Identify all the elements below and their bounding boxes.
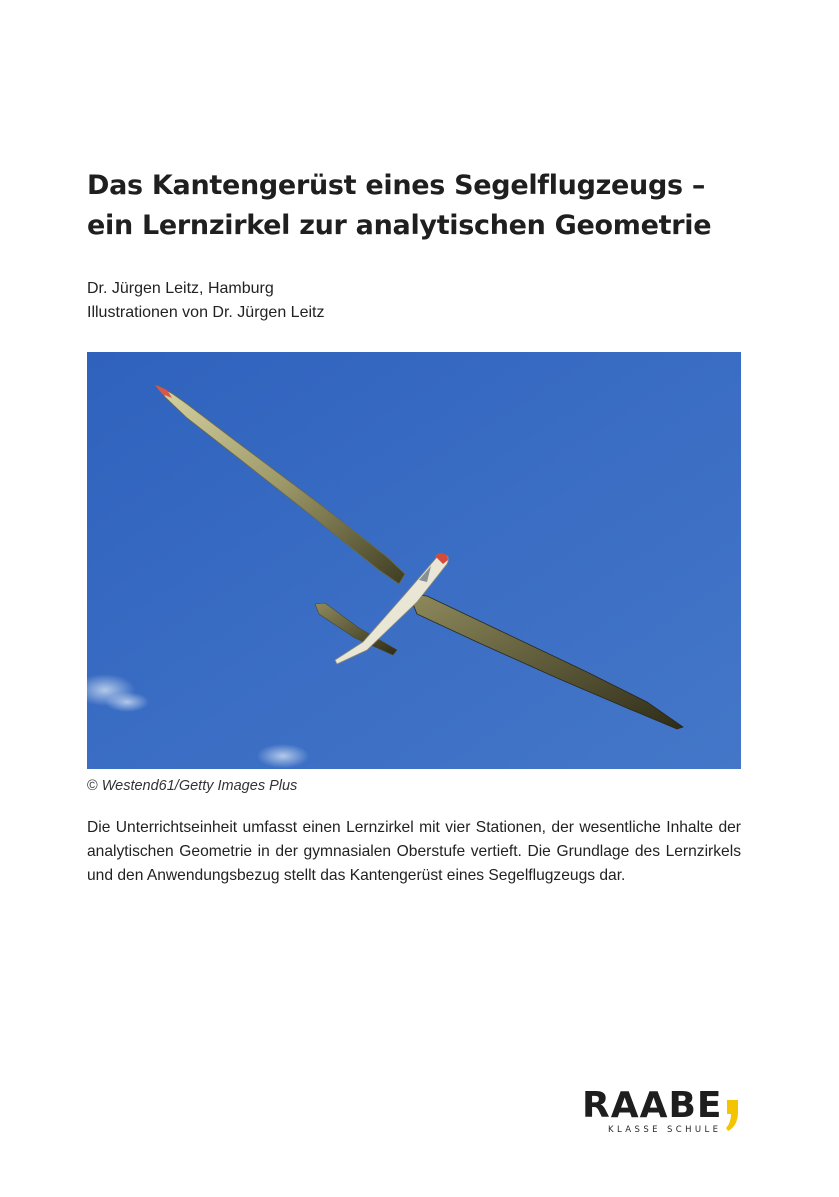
page-title — [87, 166, 767, 246]
photo-credit-text: Westend61/Getty Images Plus — [101, 778, 298, 794]
author-name: Dr. Jürgen Leitz, Hamburg — [87, 280, 274, 297]
cloud-wisp — [105, 692, 149, 712]
glider-photo-graphic — [87, 352, 741, 769]
glider-photo — [87, 352, 741, 769]
photo-credit — [87, 776, 297, 796]
logo-wordmark: RAABE — [582, 1085, 723, 1126]
cloud-wisp — [257, 744, 309, 768]
raabe-logo — [582, 1086, 744, 1138]
logo-tagline: KLASSE SCHULE — [608, 1125, 722, 1135]
intro-paragraph: Die Unterrichtseinheit umfasst einen Lernzirkel mit vier Stationen, der wesentliche Inhalte der analytischen Geometrie in der gymnasialen Oberstufe vertieft. Die Grundlage des Lernzirkels und den Anwendungsbezug stellt das Kantengerüst eines Segelflugzeugs dar. — [87, 819, 741, 884]
logo-comma-icon — [725, 1098, 739, 1132]
copyright-symbol: © — [87, 778, 98, 794]
illustrator-credit: Illustrationen von Dr. Jürgen Leitz — [87, 304, 325, 321]
title-line-2: ein Lernzirkel zur analytischen Geometrie — [87, 210, 712, 241]
title-line-1: Das Kantengerüst eines Segelflugzeugs – — [87, 170, 706, 201]
author-block — [87, 277, 324, 325]
